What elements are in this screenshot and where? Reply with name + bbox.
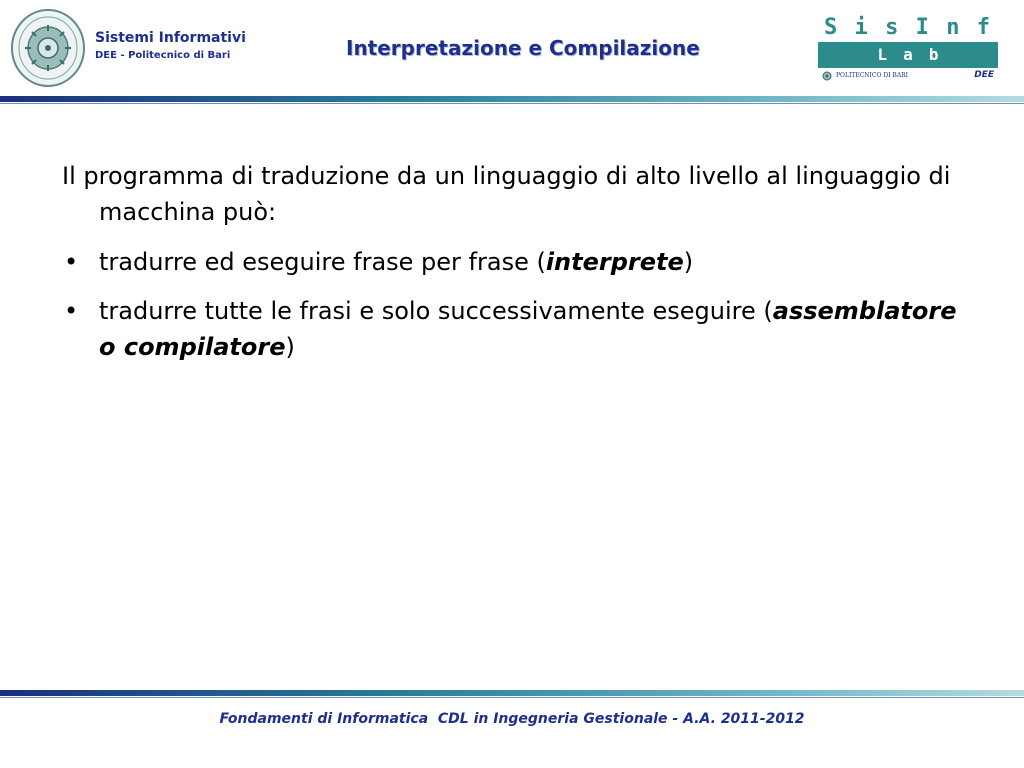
bullet-text-end: ) [285, 333, 295, 361]
bullet-marker: • [64, 248, 79, 276]
sisinf-letter: i [854, 14, 870, 40]
lab-dee-text: DEE [974, 70, 994, 80]
header-divider [0, 96, 1024, 102]
footer-text: Fondamenti di Informatica CDL in Ingegneria Gestionale - A.A. 2011-2012 [219, 711, 805, 727]
sisinf-lab-logo [818, 14, 998, 84]
slide-header [0, 0, 1024, 96]
sisinf-letter: S [824, 14, 840, 40]
bullet-item [62, 293, 962, 365]
lab-footer [818, 70, 998, 84]
bullet-item [62, 244, 962, 280]
sisinf-letter: f [976, 14, 992, 40]
politecnico-seal-logo [10, 8, 86, 88]
lab-politecnico-text: POLITECNICO DI BARI [836, 72, 909, 79]
slide-title: Interpretazione e Compilazione [346, 36, 700, 60]
bullet-marker: • [64, 297, 79, 325]
sisinf-letters [818, 14, 998, 40]
bullet-text-end: ) [683, 248, 694, 276]
brand-title: Sistemi Informativi [95, 30, 246, 46]
sisinf-letter: s [885, 14, 901, 40]
brand-subtitle: DEE - Politecnico di Bari [95, 50, 231, 61]
lab-bar: Lab [818, 42, 998, 68]
sisinf-letter: n [946, 14, 962, 40]
bullet-text: tradurre ed eseguire frase per frase ( [99, 248, 546, 276]
bullet-emphasis: interprete [545, 248, 684, 276]
intro-paragraph: Il programma di traduzione da un linguaggio di alto livello al linguaggio di macchina può: [62, 162, 951, 226]
sisinf-letter: I [915, 14, 931, 40]
bullet-emphasis: assemblatore o compilatore [99, 297, 957, 361]
gear-icon [822, 71, 832, 81]
footer-divider [0, 690, 1024, 696]
bullet-text: tradurre tutte le frasi e solo successivamente eseguire ( [99, 297, 773, 325]
slide-body [62, 158, 962, 378]
